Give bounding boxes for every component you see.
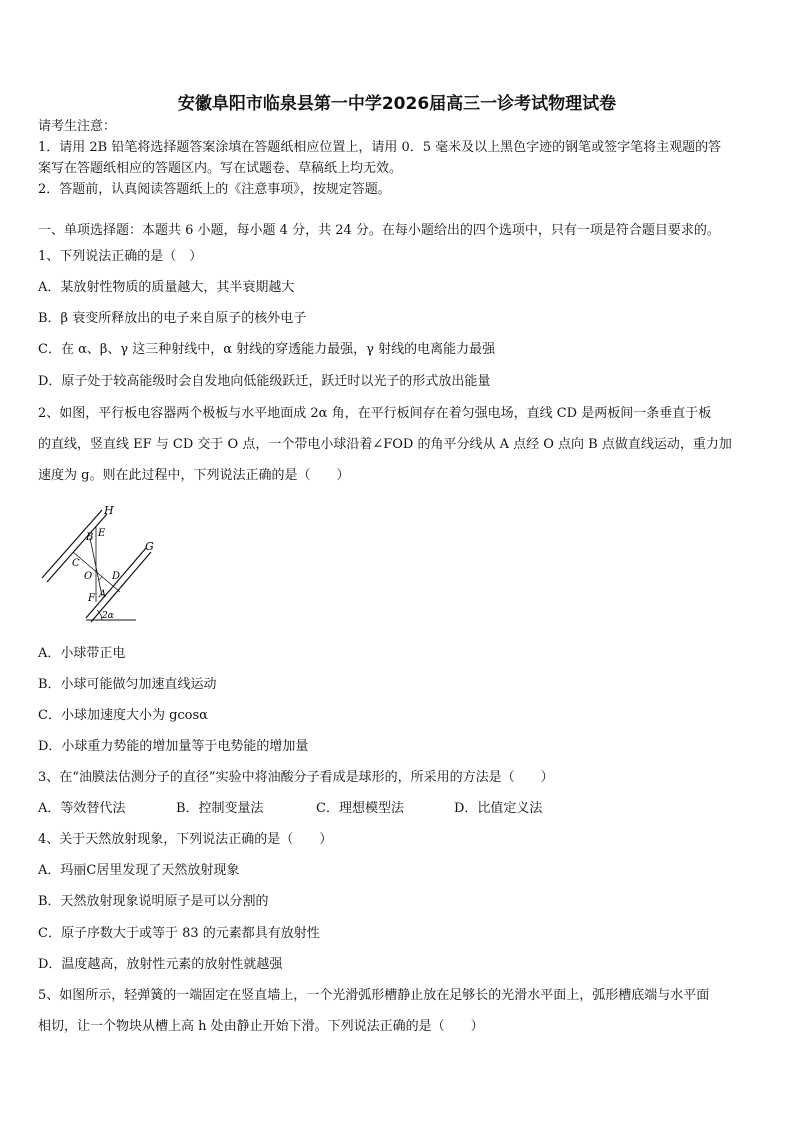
question-4-stem: 4、关于天然放射现象，下列说法正确的是（ ） xyxy=(38,832,333,847)
question-2-option-c: C．小球加速度大小为 gcosα xyxy=(38,708,208,723)
label-d: D xyxy=(112,571,121,582)
question-2-stem-line-3: 速度为 g。则在此过程中，下列说法正确的是（ ） xyxy=(38,468,350,483)
question-2-stem-line-1: 2、如图，平行板电容器两个极板与水平地面成 2α 角，在平行板间存在着匀强电场，直线 CD 是两板间一条垂直于板 xyxy=(38,406,712,421)
question-3-option-d: D．比值定义法 xyxy=(454,801,543,816)
question-3-option-c: C．理想模型法 xyxy=(316,801,404,816)
question-4-option-d: D．温度越高，放射性元素的放射性就越强 xyxy=(38,957,283,972)
question-2-stem-line-2: 的直线，竖直线 EF 与 CD 交于 O 点，一个带电小球沿着∠FOD 的角平分线从 A 点经 O 点向 B 点做直线运动，重力加 xyxy=(38,437,732,452)
label-a: A xyxy=(99,589,107,600)
label-o: O xyxy=(84,571,93,582)
question-1-option-b: B．β 衰变所释放出的电子来自原子的核外电子 xyxy=(38,311,307,326)
question-1-stem: 1、下列说法正确的是（ ） xyxy=(38,249,203,264)
label-h: H xyxy=(104,504,114,517)
notice-item-1-line-2: 案写在答题纸相应的答题区内。写在试题卷、草稿纸上均无效。 xyxy=(38,161,403,176)
label-f: F xyxy=(88,593,95,604)
exam-title: 安徽阜阳市临泉县第一中学2026届高三一诊考试物理试卷 xyxy=(177,94,617,114)
label-e: E xyxy=(98,528,106,539)
question-5-stem-line-2: 相切，让一个物块从槽上高 h 处由静止开始下滑。下列说法正确的是（ ） xyxy=(38,1019,484,1034)
label-g: G xyxy=(145,540,154,553)
question-1-option-a: A．某放射性物质的质量越大，其半衰期越大 xyxy=(38,280,295,295)
label-c: C xyxy=(72,558,80,569)
question-3-options xyxy=(38,800,542,818)
question-2-option-d: D．小球重力势能的增加量等于电势能的增加量 xyxy=(38,739,309,754)
question-4-option-c: C．原子序数大于或等于 83 的元素都具有放射性 xyxy=(38,926,320,941)
question-1-option-c: C．在 α、β、γ 这三种射线中，α 射线的穿透能力最强，γ 射线的电离能力最强 xyxy=(38,342,496,357)
label-angle: 2α xyxy=(102,611,114,621)
question-1-option-d: D．原子处于较高能级时会自发地向低能级跃迁，跃迁时以光子的形式放出能量 xyxy=(38,374,491,389)
notice-heading: 请考生注意： xyxy=(38,119,117,134)
label-b: B xyxy=(86,532,94,543)
question-3-option-b: B．控制变量法 xyxy=(176,801,264,816)
question-2-option-a: A．小球带正电 xyxy=(38,646,126,661)
question-3-option-a: A．等效替代法 xyxy=(38,801,126,816)
question-2-option-b: B．小球可能做匀加速直线运动 xyxy=(38,677,217,692)
capacitor-diagram xyxy=(38,500,168,630)
question-4-option-a: A．玛丽C居里发现了天然放射现象 xyxy=(38,863,240,878)
section-1-heading: 一、单项选择题：本题共 6 小题，每小题 4 分，共 24 分。在每小题给出的四个选项中，只有一项是符合题目要求的。 xyxy=(38,223,720,238)
notice-item-2: 2．答题前，认真阅读答题纸上的《注意事项》，按规定答题。 xyxy=(38,182,391,197)
notice-item-1-line-1: 1．请用 2B 铅笔将选择题答案涂填在答题纸相应位置上，请用 0．5 毫米及以上黑色字迹的钢笔或签字笔将主观题的答 xyxy=(38,140,722,155)
question-5-stem-line-1: 5、如图所示，轻弹簧的一端固定在竖直墙上，一个光滑弧形槽静止放在足够长的光滑水平面上，弧形槽底端与水平面 xyxy=(38,988,710,1003)
question-4-option-b: B．天然放射现象说明原子是可以分割的 xyxy=(38,894,269,909)
question-3-stem: 3、在“油膜法估测分子的直径”实验中将油酸分子看成是球形的，所采用的方法是（ ） xyxy=(38,770,554,785)
